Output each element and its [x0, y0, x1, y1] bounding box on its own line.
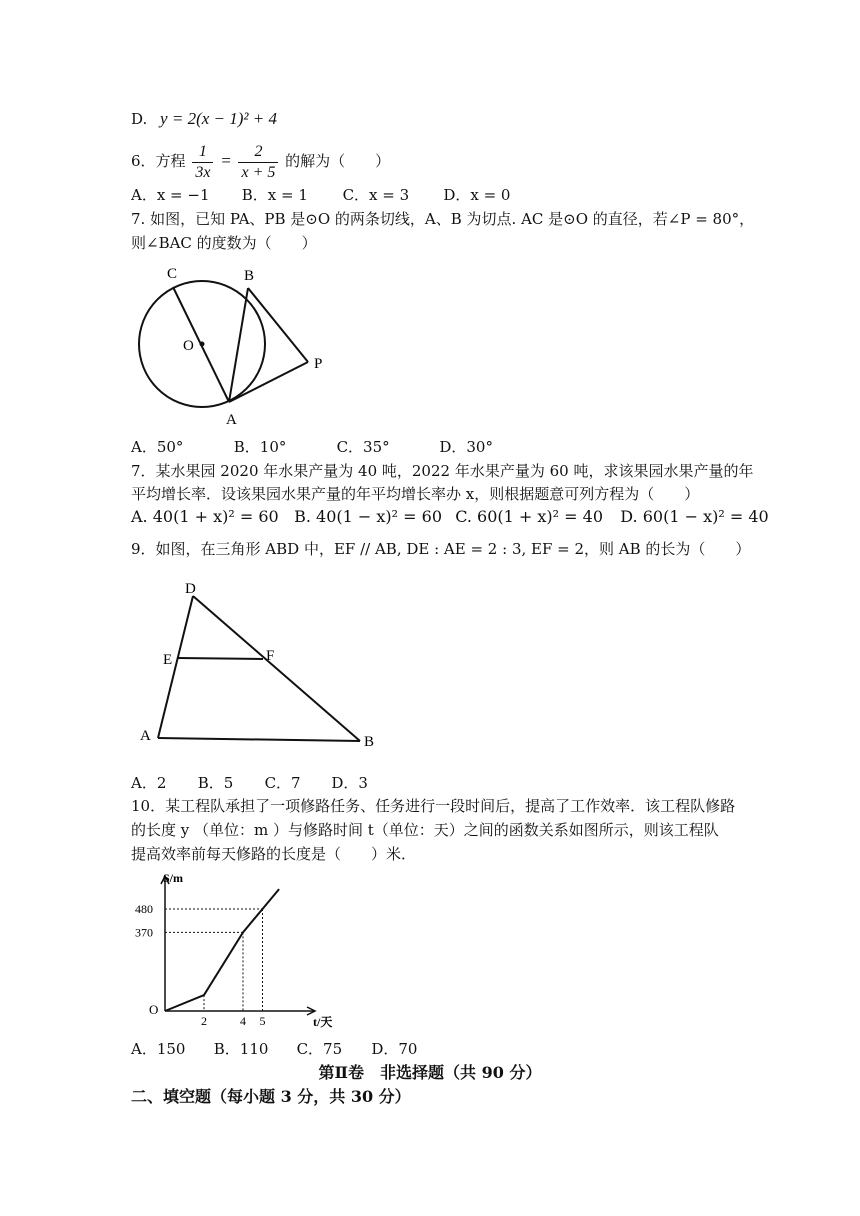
q6-frac2-den: x + 5	[241, 163, 276, 181]
q10-option: B．110	[213, 1040, 269, 1058]
x-axis-label: t/天	[313, 1015, 333, 1028]
q7b-option: D. 60(1 − x)² = 40	[620, 507, 769, 526]
q7a-option: D．30°	[439, 438, 493, 456]
label-o: O	[183, 338, 194, 354]
tangent-pb	[248, 288, 308, 362]
q6-frac1-den: 3x	[195, 163, 211, 181]
q6-option: D．x = 0	[443, 186, 511, 204]
q9-option: A．2	[131, 774, 167, 792]
q7b-option: B. 40(1 − x)² = 60	[294, 507, 442, 526]
q7a-option: B．10°	[233, 438, 287, 456]
label-b: B	[244, 268, 255, 284]
y-tick-label: 370	[135, 925, 153, 940]
section-title: 第Ⅱ卷 非选择题（共 90 分）	[318, 1063, 542, 1082]
q9-line1: 9．如图，在三角形 ABD 中，EF // AB, DE : AE = 2 : 3, EF = 2，则 AB 的长为（ ）	[131, 540, 751, 558]
q7a-line2: 则∠BAC 的度数为（ ）	[131, 234, 317, 252]
circle-tangent-figure	[120, 258, 350, 430]
origin-label: O	[149, 1002, 159, 1017]
label-c: C	[167, 266, 178, 282]
side-db	[193, 596, 360, 741]
label-a: A	[226, 412, 237, 428]
section-subtitle: 二、填空题（每小题 3 分，共 30 分）	[131, 1087, 411, 1106]
q6-frac2	[238, 142, 278, 183]
side-ab	[158, 738, 360, 741]
q5-option-d-expr: y = 2(x − 1)² + 4	[160, 109, 277, 128]
q5-option-d	[131, 108, 277, 130]
label-a: A	[140, 728, 151, 744]
label-e: E	[163, 652, 173, 668]
q7a-options	[131, 436, 493, 457]
q10-line3: 提高效率前每天修路的长度是（ ）米．	[131, 845, 417, 863]
road-length-chart	[133, 868, 333, 1028]
q6-frac2-num: 2	[238, 142, 278, 163]
label-b: B	[364, 734, 375, 750]
segment-ef	[178, 658, 263, 659]
q7b-option: C. 60(1 + x)² = 40	[455, 507, 604, 526]
q6-option: B．x = 1	[241, 186, 308, 204]
q6-stem	[131, 138, 390, 184]
q7a-line1: 7. 如图，已知 PA、PB 是⊙O 的两条切线，A、B 为切点. AC 是⊙O 的直径，若∠P = 80°，	[131, 210, 755, 228]
q6-stem-post: 的解为（ ）	[285, 152, 391, 170]
q10-line1: 10．某工程队承担了一项修路任务、任务进行一段时间后，提高了工作效率．该工程队修路	[131, 797, 736, 815]
x-tick-label: 4	[240, 1014, 246, 1028]
label-f: F	[266, 648, 275, 664]
q7b-options	[131, 507, 769, 526]
q6-option: C．x = 3	[342, 186, 410, 204]
q7a-option: A．50°	[131, 438, 184, 456]
q7b-line2: 平均增长率．设该果园水果产量的年平均增长率办 x，则根据题意可列方程为（ ）	[131, 485, 700, 503]
q7b-line1: 7．某水果园 2020 年水果产量为 40 吨，2022 年水果产量为 60 吨，求该果园水果产量的年	[131, 462, 754, 480]
q9-options	[131, 772, 368, 793]
tangent-pa	[229, 362, 308, 402]
q10-option: A．150	[131, 1040, 186, 1058]
chord-ab	[229, 288, 248, 402]
q6-frac1-num: 1	[192, 142, 213, 163]
q9-option: B．5	[197, 774, 234, 792]
q9-option: D．3	[331, 774, 368, 792]
center-point	[200, 342, 205, 347]
y-axis-label: S/m	[163, 871, 184, 885]
triangle-figure	[130, 578, 390, 756]
q5-option-d-label: D.	[131, 110, 148, 128]
x-tick-label: 5	[259, 1014, 266, 1028]
label-d: D	[185, 581, 196, 597]
q6-frac1	[192, 142, 213, 183]
q6-option: A．x = −1	[131, 186, 210, 204]
q10-option: D．70	[371, 1040, 418, 1058]
q6-eq: =	[220, 151, 232, 170]
q7b-option: A. 40(1 + x)² = 60	[131, 507, 279, 526]
y-tick-label: 480	[135, 902, 153, 916]
x-tick-label: 2	[201, 1014, 207, 1028]
q7a-option: C．35°	[336, 438, 390, 456]
q10-option: C．75	[296, 1040, 343, 1058]
q10-options	[131, 1038, 417, 1059]
q9-option: C．7	[264, 774, 301, 792]
label-p: P	[314, 356, 323, 372]
q6-stem-pre: 6．方程	[131, 152, 186, 170]
q10-line2: 的长度 y （单位：m ）与修路时间 t（单位：天）之间的函数关系如图所示，则该工程队	[131, 821, 719, 839]
q6-options	[131, 184, 510, 205]
series-line	[165, 889, 279, 1011]
